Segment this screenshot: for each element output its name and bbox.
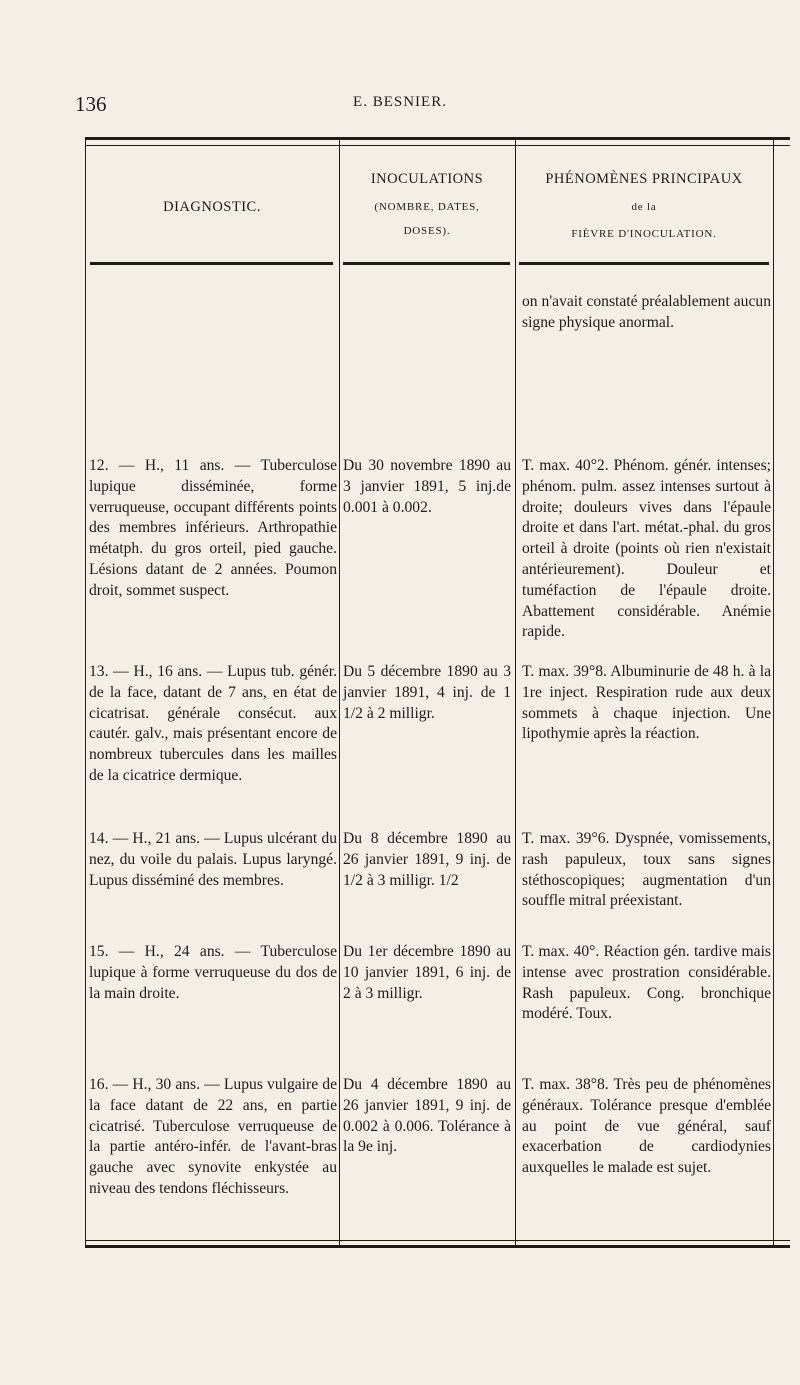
column-divider-1 bbox=[339, 137, 340, 1248]
header-rule-inoculations bbox=[343, 262, 510, 265]
page-number: 136 bbox=[75, 92, 107, 116]
row-14-phenomenes: T. max. 39°6. Dyspnée, vomissements, rash papuleux, toux sans signes stéthoscopiques; augmentation d'un souffle mitral préexistant. bbox=[522, 830, 771, 910]
header-inoculations-sub2: DOSES). bbox=[403, 225, 451, 237]
row-12-diagnostic: 12. — H., 11 ans. — Tuberculose lupique disséminée, forme verruqueuse, occupant différents points des membres inférieurs. Arthropathie métatph. du gros orteil, pied gauche. Lésions datant de 2 années. Poumon droit, sommet suspect. bbox=[89, 457, 337, 599]
row-14-diagnostic: 14. — H., 21 ans. — Lupus ulcérant du nez, du voile du palais. Lupus laryngé. Lupus disséminé des membres. bbox=[89, 830, 337, 889]
column-divider-2 bbox=[515, 137, 516, 1248]
continuation-phenomenes: on n'avait constaté préalablement aucun signe physique anormal. bbox=[522, 293, 771, 331]
running-head bbox=[0, 92, 800, 116]
table-bottom-rule-thick bbox=[85, 1245, 790, 1248]
data-table bbox=[85, 137, 790, 1250]
row-13-inoculations: Du 5 décembre 1890 au 3 janvier 1891, 4 inj. de 1 1/2 à 2 milligr. bbox=[343, 663, 511, 722]
column-divider-right bbox=[773, 137, 774, 1248]
header-rule-diagnostic bbox=[90, 262, 333, 265]
row-13-phenomenes: T. max. 39°8. Albuminurie de 48 h. à la 1re inject. Respiration rude aux deux sommets à chaque injection. Une lipothymie après la réaction. bbox=[522, 663, 771, 743]
row-15-phenomenes: T. max. 40°. Réaction gén. tardive mais intense avec prostration considérable. Rash papuleux. Cong. bronchique modéré. Toux. bbox=[522, 943, 771, 1023]
table-top-rule-thick bbox=[85, 137, 790, 140]
header-inoculations-sub1: (NOMBRE, DATES, bbox=[374, 201, 480, 213]
row-14-inoculations: Du 8 décembre 1890 au 26 janvier 1891, 9 inj. de 1/2 à 3 milligr. 1/2 bbox=[343, 830, 511, 889]
table-top-rule-thin bbox=[85, 145, 790, 146]
table-bottom-rule-thin bbox=[85, 1240, 790, 1241]
header-phenomenes-sub1: de la bbox=[631, 201, 657, 213]
header-phenomenes-sub2: FIÈVRE D'INOCULATION. bbox=[571, 228, 717, 240]
row-16-phenomenes: T. max. 38°8. Très peu de phénomènes généraux. Tolérance presque d'emblée au point de vue général, sauf exacerbation de cardiodynies auxquelles le malade est sujet. bbox=[522, 1076, 771, 1177]
row-16-inoculations: Du 4 décembre 1890 au 26 janvier 1891, 9 inj. de 0.002 à 0.006. Tolérance à la 9e inj. bbox=[343, 1076, 511, 1156]
header-diagnostic: DIAGNOSTIC. bbox=[163, 199, 261, 215]
column-divider-left bbox=[85, 137, 86, 1248]
row-16-diagnostic: 16. — H., 30 ans. — Lupus vulgaire de la face datant de 22 ans, en partie cicatrisé. Tuberculose verruqueuse de la partie antéro-infér. de l'avant-bras gauche avec synovite enkystée au niveau des tendons fléchisseurs. bbox=[89, 1076, 337, 1197]
header-inoculations: INOCULATIONS bbox=[370, 171, 484, 187]
row-15-inoculations: Du 1er décembre 1890 au 10 janvier 1891, 6 inj. de 2 à 3 milligr. bbox=[343, 943, 511, 1002]
row-13-diagnostic: 13. — H., 16 ans. — Lupus tub. génér. de la face, datant de 7 ans, en état de cicatrisat. générale consécut. aux cautér. galv., mais présentant encore de nombreux tubercules dans les mailles de la cicatrice dermique. bbox=[89, 663, 337, 784]
running-head-author: E. BESNIER. bbox=[353, 94, 447, 110]
row-12-inoculations: Du 30 novembre 1890 au 3 janvier 1891, 5 inj.de 0.001 à 0.002. bbox=[343, 457, 511, 516]
header-phenomenes: PHÉNOMÈNES PRINCIPAUX bbox=[545, 171, 743, 187]
header-rule-phenomenes bbox=[519, 262, 769, 265]
row-15-diagnostic: 15. — H., 24 ans. — Tuberculose lupique à forme verruqueuse du dos de la main droite. bbox=[89, 943, 337, 1002]
row-12-phenomenes: T. max. 40°2. Phénom. génér. intenses; phénom. pulm. assez intenses surtout à droite; douleurs vives dans l'épaule droite et dans l'art. métat.-phal. du gros orteil à droite (points où rien n'existait antérieurement). Douleur et tuméfaction de l'épaule droite. Abattement considérable. Anémie rapide. bbox=[522, 457, 771, 641]
